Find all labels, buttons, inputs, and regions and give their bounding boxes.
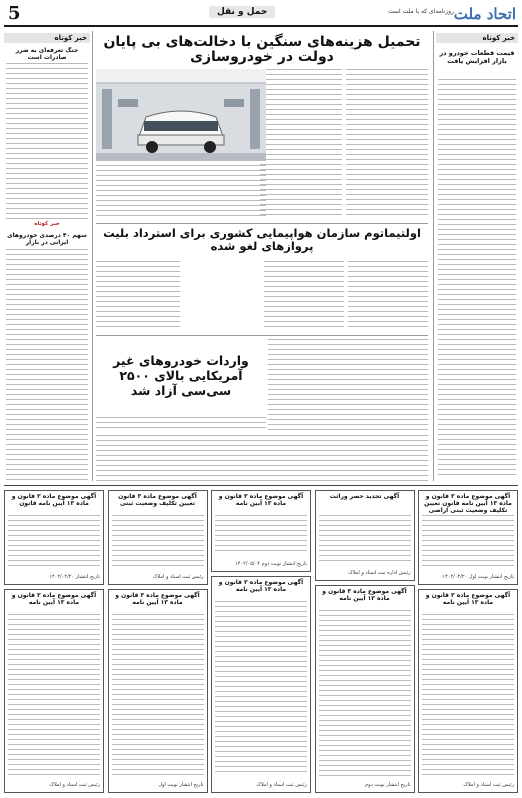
legal-notice-body — [8, 614, 100, 776]
legal-notice-body — [319, 515, 411, 564]
legal-notice-title: آگهی موضوع ماده ۳ قانون و ماده ۱۳ آیین نامه قانون تعیین تکلیف وضعیت ثبتی اراضی — [424, 493, 512, 514]
legal-notice-footer: رئیس ثبت اسناد و املاک — [49, 782, 100, 788]
legal-notice-body — [422, 614, 514, 776]
sidebar-left-sub-label: خبر کوتاه — [34, 221, 60, 227]
legal-notice — [211, 576, 311, 793]
legal-notice-title: آگهی موضوع ماده ۳ قانون و ماده ۱۳ آیین نامه قانون — [11, 493, 97, 507]
sidebar-left-sub-headline: سهم ۴۰ درصدی خودروهای ایرانی در بازار — [7, 232, 87, 246]
lead-body-col-1 — [346, 69, 428, 219]
legal-notice-title: آگهی موضوع ماده ۳ قانون و ماده ۱۳ آیین نامه — [218, 493, 304, 507]
sidebar-left-sub-body — [6, 249, 88, 481]
legal-notice-footer: تاریخ انتشار نوبت دوم ۱۴۰۲/۰۵/۰۴ — [235, 561, 307, 567]
legal-notice-body — [112, 515, 204, 568]
legal-notice — [315, 585, 415, 793]
legal-notice-footer: تاریخ انتشار نوبت اول ۱۴۰۲/۰۴/۲۰ — [442, 574, 514, 580]
legal-notice-title: آگهی موضوع ماده ۳ قانون و ماده ۱۳ آیین نامه — [322, 588, 407, 602]
section-title: حمل و نقل — [209, 6, 275, 18]
legal-notice-body — [112, 614, 204, 776]
legal-notice-body — [319, 610, 411, 776]
sidebar-left-body — [6, 63, 88, 219]
newspaper-logo: اتحاد ملت — [453, 5, 516, 23]
lead-headline: تحمیل هزینه‌های سنگین با دخالت‌های بی پایان دولت در خودروسازی — [103, 34, 421, 65]
column-rule — [433, 31, 434, 481]
aviation-body-col-3 — [96, 261, 180, 331]
legal-notice — [315, 490, 415, 581]
sidebar-left-headline: جنگ تعرفه‌ای به ضرر صادرات است — [15, 47, 79, 61]
legal-notice — [4, 490, 104, 585]
legal-notice — [108, 490, 208, 585]
legal-notice-title: آگهی موضوع ماده ۳ قانون و ماده ۱۳ آیین نامه — [218, 579, 304, 593]
legal-notice-title: آگهی موضوع ماده ۳ قانون و ماده ۱۳ آیین نامه — [425, 592, 511, 606]
import-body-left — [96, 417, 266, 431]
legal-notice-body — [215, 601, 307, 776]
newspaper-page — [4, 3, 518, 795]
sidebar-right-headline: قیمت قطعات خودرو در بازار افزایش یافت — [439, 49, 515, 65]
legal-notice-footer: رئیس ثبت اسناد و املاک — [463, 782, 514, 788]
import-body-right — [268, 339, 428, 431]
page-number: 5 — [8, 3, 21, 24]
sidebar-right-label-wrap — [436, 33, 518, 47]
legal-notice-body — [8, 515, 100, 568]
sidebar-right-body — [438, 79, 516, 479]
legal-notice-body — [215, 515, 307, 555]
legal-notice — [108, 589, 208, 793]
aviation-headline: اولتیماتوم سازمان هواپیمایی کشوری برای استرداد بلیت پروازهای لغو شده — [103, 226, 421, 253]
legal-notice — [4, 589, 104, 793]
car-factory-photo — [96, 69, 266, 161]
masthead — [4, 3, 518, 27]
legal-notice — [418, 589, 518, 793]
sidebar-left-label: خبر کوتاه — [4, 33, 90, 43]
sidebar-left-label-wrap — [4, 33, 90, 45]
car-photo-illustration — [96, 69, 266, 161]
legal-notice-footer: تاریخ انتشار نوبت اول — [158, 782, 204, 788]
import-body-bottom — [96, 435, 428, 481]
aviation-body-col-2 — [264, 261, 344, 331]
aviation-body-col-1 — [348, 261, 428, 331]
section-rule — [96, 335, 428, 336]
column-rule — [92, 31, 93, 481]
legal-notice-title: آگهی موضوع ماده ۳ قانون تعیین تکلیف وضعیت ثبتی — [118, 493, 197, 507]
legal-notice-footer: رئیس ثبت اسناد و املاک — [152, 574, 204, 580]
legal-notice-footer: تاریخ انتشار ۱۴۰۲/۰۴/۲۰ — [49, 574, 100, 580]
legal-notice — [418, 490, 518, 585]
legal-notice-body — [422, 515, 514, 568]
legal-notice-title: آگهی تجدید حصر وراثت — [329, 493, 400, 500]
legal-notice-title: آگهی موضوع ماده ۳ قانون و ماده ۱۳ آیین نامه — [115, 592, 200, 606]
sidebar-right-label: خبر کوتاه — [436, 33, 518, 43]
legal-notice — [211, 490, 311, 572]
legal-notice-footer: رئیس ثبت اسناد و املاک — [256, 782, 307, 788]
legal-notice-footer: رئیس اداره ثبت اسناد و املاک — [348, 570, 411, 576]
section-rule — [96, 223, 428, 224]
ads-divider — [4, 485, 518, 486]
import-headline: واردات خودروهای غیر آمریکایی بالای ۲۵۰۰ سی‌سی آزاد شد — [113, 353, 249, 398]
legal-notice-title: آگهی موضوع ماده ۳ قانون و ماده ۱۳ آیین نامه — [11, 592, 97, 606]
lead-body-col-3 — [96, 165, 266, 219]
legal-notice-footer: تاریخ انتشار نوبت دوم — [365, 782, 411, 788]
newspaper-tagline: روزنامه‌ای که با ملت است — [388, 8, 454, 15]
lead-body-col-2 — [260, 69, 342, 219]
